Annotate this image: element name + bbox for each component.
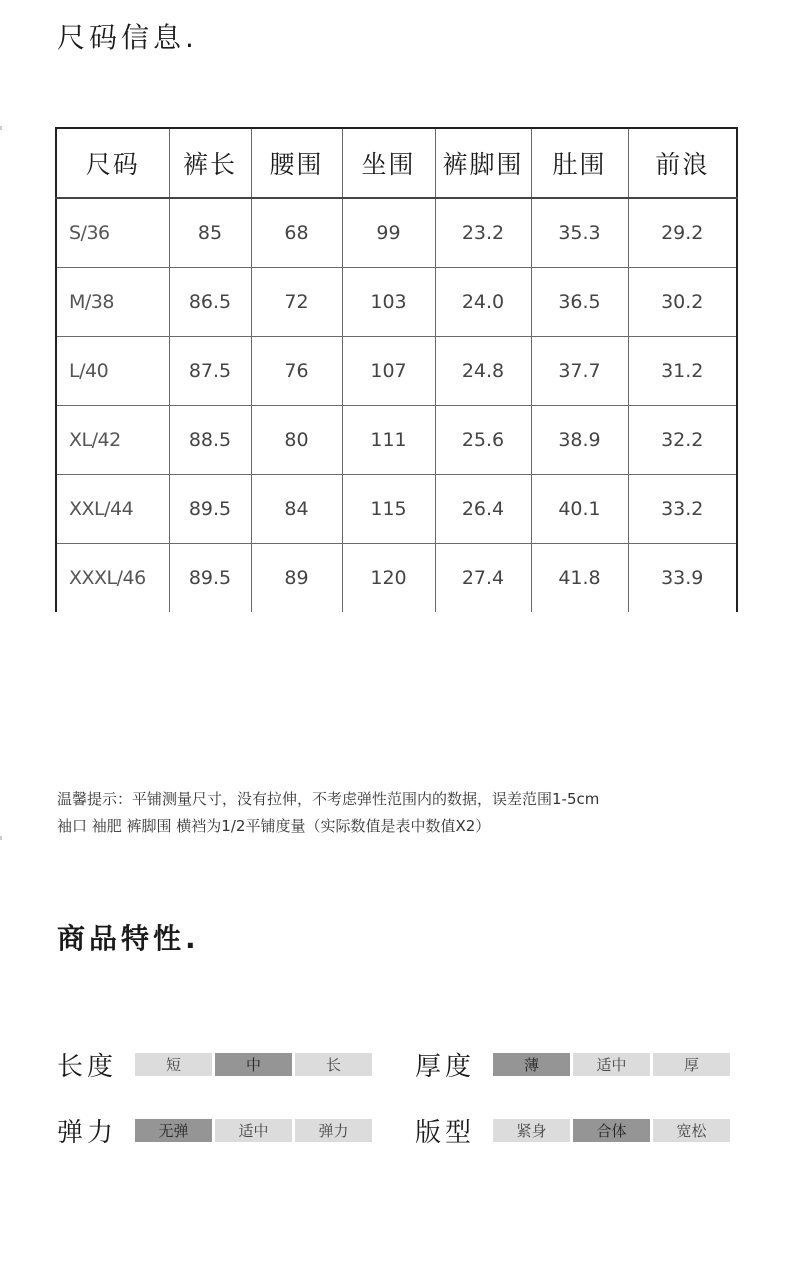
measurement-cell: 89.5 [169,475,251,544]
measurement-cell: 37.7 [531,337,628,406]
option-no-stretch: 无弹 [135,1119,212,1142]
measurement-cell: 86.5 [169,268,251,337]
feature-length [57,1046,375,1083]
measurement-cell: 87.5 [169,337,251,406]
header-size: 尺码 [56,128,169,198]
measurement-cell: 31.2 [628,337,737,406]
option-long: 长 [295,1053,372,1076]
feature-label: 弹力 [57,1118,118,1148]
size-table [55,127,738,612]
header-hip: 坐围 [342,128,435,198]
table-header-row [56,128,737,198]
size-cell: XXL/44 [56,475,169,544]
measurement-cell: 72 [251,268,342,337]
measurement-cell: 103 [342,268,435,337]
measurement-cell: 76 [251,337,342,406]
edge-mark [0,836,2,840]
header-belly: 肚围 [531,128,628,198]
measurement-cell: 41.8 [531,544,628,613]
product-features-title: 商品特性. [57,922,200,955]
size-cell: XL/42 [56,406,169,475]
feature-thickness [415,1046,733,1083]
measurement-cell: 68 [251,198,342,268]
size-info-title: 尺码信息. [57,21,198,54]
measurement-cell: 29.2 [628,198,737,268]
header-length: 裤长 [169,128,251,198]
measurement-cell: 89 [251,544,342,613]
feature-label: 长度 [57,1052,118,1082]
table-row [56,544,737,613]
edge-mark [0,126,2,130]
measurement-cell: 30.2 [628,268,737,337]
table-row [56,268,737,337]
table-row [56,475,737,544]
size-cell: L/40 [56,337,169,406]
note-line-1: 温馨提示：平铺测量尺寸，没有拉伸，不考虑弹性范围内的数据，误差范围1-5cm [57,790,600,808]
measurement-cell: 33.2 [628,475,737,544]
measurement-cell: 26.4 [435,475,531,544]
table-row [56,337,737,406]
measurement-cell: 80 [251,406,342,475]
option-medium: 中 [215,1053,292,1076]
header-leg-opening: 裤脚围 [435,128,531,198]
measurement-cell: 85 [169,198,251,268]
table-row [56,406,737,475]
option-short: 短 [135,1053,212,1076]
option-thick: 厚 [653,1053,730,1076]
header-waist: 腰围 [251,128,342,198]
measurement-cell: 99 [342,198,435,268]
feature-elasticity [57,1112,375,1149]
measurement-cell: 32.2 [628,406,737,475]
option-slim: 紧身 [493,1119,570,1142]
feature-fit [415,1112,733,1149]
feature-label: 版型 [415,1118,476,1148]
measurement-cell: 23.2 [435,198,531,268]
measurement-cell: 40.1 [531,475,628,544]
size-cell: XXXL/46 [56,544,169,613]
option-regular: 合体 [573,1119,650,1142]
size-cell: M/38 [56,268,169,337]
measurement-cell: 107 [342,337,435,406]
measurement-cell: 27.4 [435,544,531,613]
measurement-cell: 24.0 [435,268,531,337]
measurement-cell: 120 [342,544,435,613]
note-line-2: 袖口 袖肥 裤脚围 横裆为1/2平铺度量（实际数值是表中数值X2） [57,817,491,835]
measurement-cell: 115 [342,475,435,544]
option-stretch: 弹力 [295,1119,372,1142]
measurement-cell: 89.5 [169,544,251,613]
feature-label: 厚度 [415,1052,476,1082]
measurement-cell: 111 [342,406,435,475]
option-loose: 宽松 [653,1119,730,1142]
header-front-rise: 前浪 [628,128,737,198]
measurement-cell: 33.9 [628,544,737,613]
table-row [56,198,737,268]
size-cell: S/36 [56,198,169,268]
measurement-cell: 88.5 [169,406,251,475]
option-thin: 薄 [493,1053,570,1076]
option-moderate: 适中 [573,1053,650,1076]
measurement-cell: 84 [251,475,342,544]
option-moderate: 适中 [215,1119,292,1142]
measurement-cell: 36.5 [531,268,628,337]
measurement-cell: 38.9 [531,406,628,475]
measurement-cell: 35.3 [531,198,628,268]
measurement-cell: 24.8 [435,337,531,406]
size-notes [57,786,599,840]
measurement-cell: 25.6 [435,406,531,475]
